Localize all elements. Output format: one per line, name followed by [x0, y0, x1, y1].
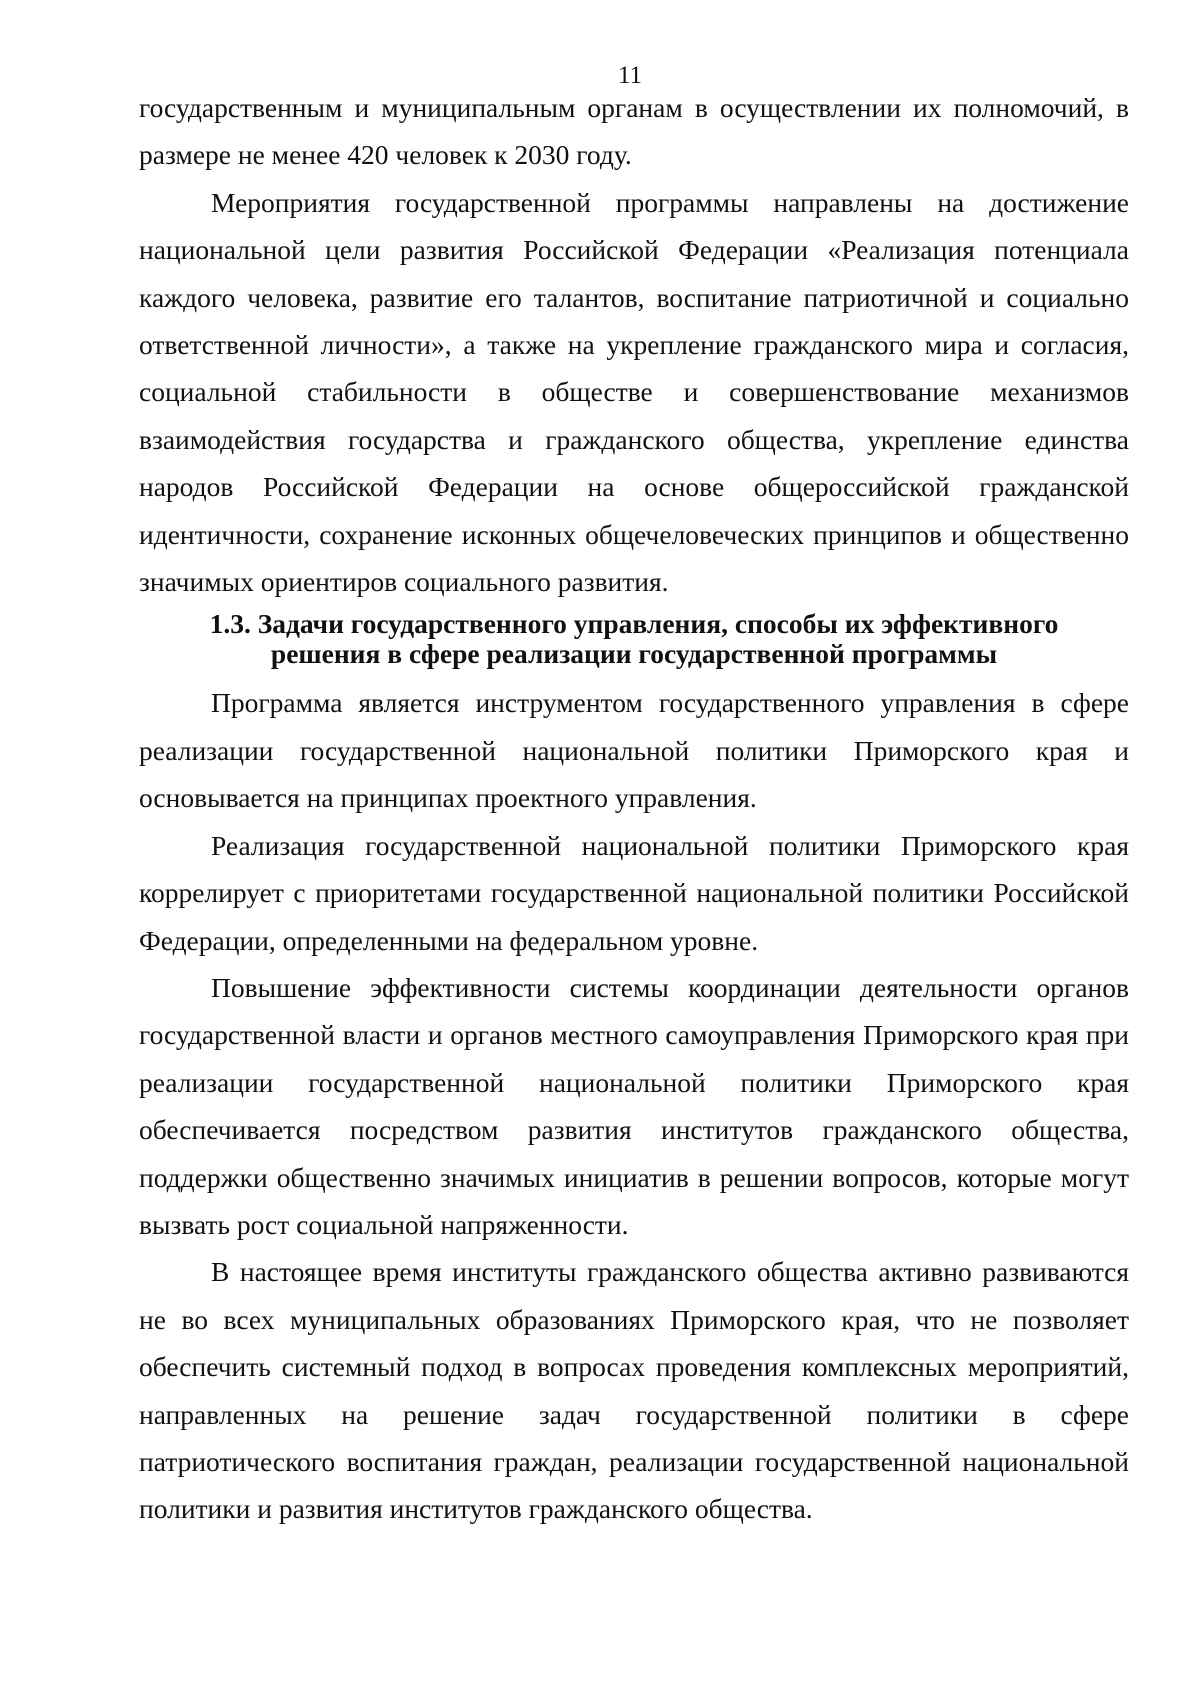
paragraph-civil-institutions: В настоящее время институты гражданского общества активно развиваются не во всех муниципальных образованиях Приморского края, что не позволяет обеспечить системный подход в вопросах проведения комплексных мероприятий, направленных на решение задач государственной политики в сфере патриотического воспитания граждан, реализации государственной национальной политики и развития институтов гражданского общества.	[139, 1256, 1129, 1525]
paragraph-program-activities: Мероприятия государственной программы направлены на достижение национальной цели развития Российской Федерации «Реализация потенциала каждого человека, развитие его талантов, воспитание патриотичной и социально ответственной личности», а также на укрепление гражданского мира и согласия, социальной стабильности в обществе и совершенствование механизмов взаимодействия государства и гражданского общества, укрепление единства народов Российской Федерации на основе общероссийской гражданской идентичности, сохранение исконных общечеловеческих принципов и общественно значимых ориентиров социального развития.	[139, 186, 1129, 598]
paragraph-program-instrument: Программа является инструментом государственного управления в сфере реализации государственной национальной политики Приморского края и основывается на принципах проектного управления.	[139, 687, 1129, 814]
paragraph-continuation: государственным и муниципальным органам в осуществлении их полномочий, в размере не менее 420 человек к 2030 году.	[139, 92, 1129, 171]
paragraph-coordination: Повышение эффективности системы координации деятельности органов государственной власти и органов местного самоуправления Приморского края при реализации государственной национальной политики Приморского края обеспечивается посредством развития институтов гражданского общества, поддержки общественно значимых инициатив в решении вопросов, которые могут вызвать рост социальной напряженности.	[139, 971, 1129, 1240]
page-body	[139, 84, 1129, 1533]
section-heading: 1.3. Задачи государственного управления, способы их эффективного решения в сфере реализации государственной программы	[209, 608, 1059, 670]
page-number: 11	[617, 62, 643, 89]
paragraph-policy-correlation: Реализация государственной национальной политики Приморского края коррелирует с приоритетами государственной национальной политики Российской Федерации, определенными на федеральном уровне.	[139, 829, 1129, 956]
